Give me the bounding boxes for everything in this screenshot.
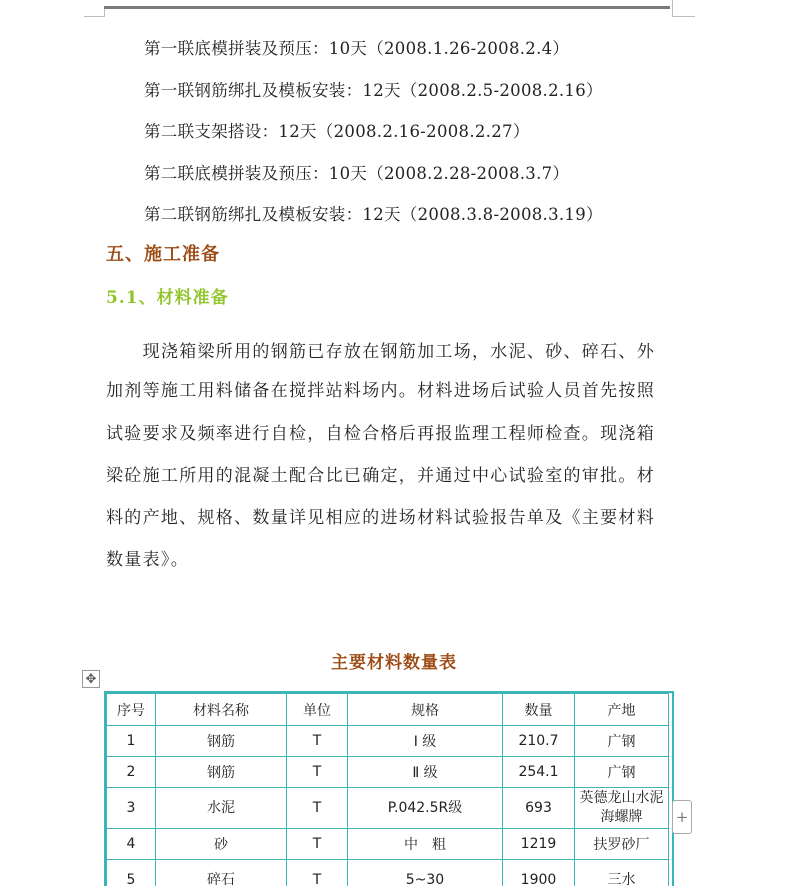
paragraph-line: 梁砼施工所用的混凝土配合比已确定，并通过中心试验室的审批。材 (106, 461, 666, 486)
table-row (107, 860, 669, 886)
table-cell[interactable]: 5~30 (348, 860, 503, 886)
table-cell[interactable]: 钢筋 (156, 757, 287, 788)
table-cell[interactable]: T (287, 829, 348, 860)
table-cell[interactable]: 扶罗砂厂 (575, 829, 669, 860)
table-move-handle-icon[interactable]: ✥ (82, 670, 100, 688)
table-cell[interactable]: 3 (107, 788, 156, 829)
materials-table-frame (104, 691, 674, 886)
table-row (107, 788, 669, 829)
header-cell[interactable]: 数量 (503, 694, 575, 726)
schedule-line: 第二联底模拼装及预压：10天（2008.2.28-2008.3.7） (144, 160, 569, 184)
table-cell[interactable]: 水泥 (156, 788, 287, 829)
table-row (107, 829, 669, 860)
table-title: 主要材料数量表 (0, 648, 788, 673)
table-cell[interactable]: 693 (503, 788, 575, 829)
table-cell[interactable]: 254.1 (503, 757, 575, 788)
paragraph-line: 加剂等施工用料储备在搅拌站料场内。材料进场后试验人员首先按照 (106, 376, 666, 401)
table-cell[interactable]: 1219 (503, 829, 575, 860)
table-row (107, 757, 669, 788)
header-cell[interactable]: 规格 (348, 694, 503, 726)
table-cell[interactable]: 碎石 (156, 860, 287, 886)
table-cell[interactable]: 210.7 (503, 726, 575, 757)
table-cell[interactable]: 4 (107, 829, 156, 860)
header-cell[interactable]: 序号 (107, 694, 156, 726)
table-cell[interactable]: T (287, 757, 348, 788)
table-row (107, 726, 669, 757)
table-cell[interactable]: 钢筋 (156, 726, 287, 757)
table-cell[interactable]: 5 (107, 860, 156, 886)
table-cell[interactable]: T (287, 726, 348, 757)
schedule-line: 第一联底模拼装及预压：10天（2008.1.26-2008.2.4） (144, 35, 569, 59)
materials-table (106, 693, 669, 886)
paragraph-line: 现浇箱梁所用的钢筋已存放在钢筋加工场，水泥、砂、碎石、外 (106, 337, 666, 362)
table-cell[interactable]: T (287, 860, 348, 886)
table-cell[interactable]: 2 (107, 757, 156, 788)
table-cell[interactable]: Ⅰ 级 (348, 726, 503, 757)
header-cell[interactable]: 单位 (287, 694, 348, 726)
schedule-line: 第二联钢筋绑扎及模板安装：12天（2008.3.8-2008.3.19） (144, 201, 603, 225)
table-cell[interactable]: Ⅱ 级 (348, 757, 503, 788)
paragraph-line: 试验要求及频率进行自检，自检合格后再报监理工程师检查。现浇箱 (106, 419, 666, 444)
table-cell[interactable]: P.042.5R级 (348, 788, 503, 829)
schedule-line: 第一联钢筋绑扎及模板安装：12天（2008.2.5-2008.2.16） (144, 77, 603, 101)
add-column-button[interactable]: + (672, 800, 692, 834)
table-cell[interactable]: 1900 (503, 860, 575, 886)
header-cell[interactable]: 材料名称 (156, 694, 287, 726)
header-cell[interactable]: 产地 (575, 694, 669, 726)
table-cell[interactable]: 砂 (156, 829, 287, 860)
table-cell[interactable]: 1 (107, 726, 156, 757)
table-cell[interactable]: 广钢 (575, 757, 669, 788)
paragraph-line: 料的产地、规格、数量详见相应的进场材料试验报告单及《主要材料 (106, 503, 666, 528)
paragraph-line: 数量表》。 (106, 545, 666, 570)
subsection-heading: 5.1、材料准备 (106, 283, 229, 308)
table-cell[interactable]: 三水 (575, 860, 669, 886)
page-corner-mark-left (84, 0, 105, 17)
table-header-row (107, 694, 669, 726)
table-cell[interactable]: T (287, 788, 348, 829)
page-top-rule (104, 0, 670, 9)
table-cell[interactable]: 广钢 (575, 726, 669, 757)
section-heading: 五、施工准备 (106, 240, 220, 266)
schedule-line: 第二联支架搭设：12天（2008.2.16-2008.2.27） (144, 118, 530, 142)
page-corner-mark-right (672, 0, 695, 17)
table-cell[interactable]: 英德龙山水泥海螺牌 (575, 788, 669, 829)
table-cell[interactable]: 中 粗 (348, 829, 503, 860)
